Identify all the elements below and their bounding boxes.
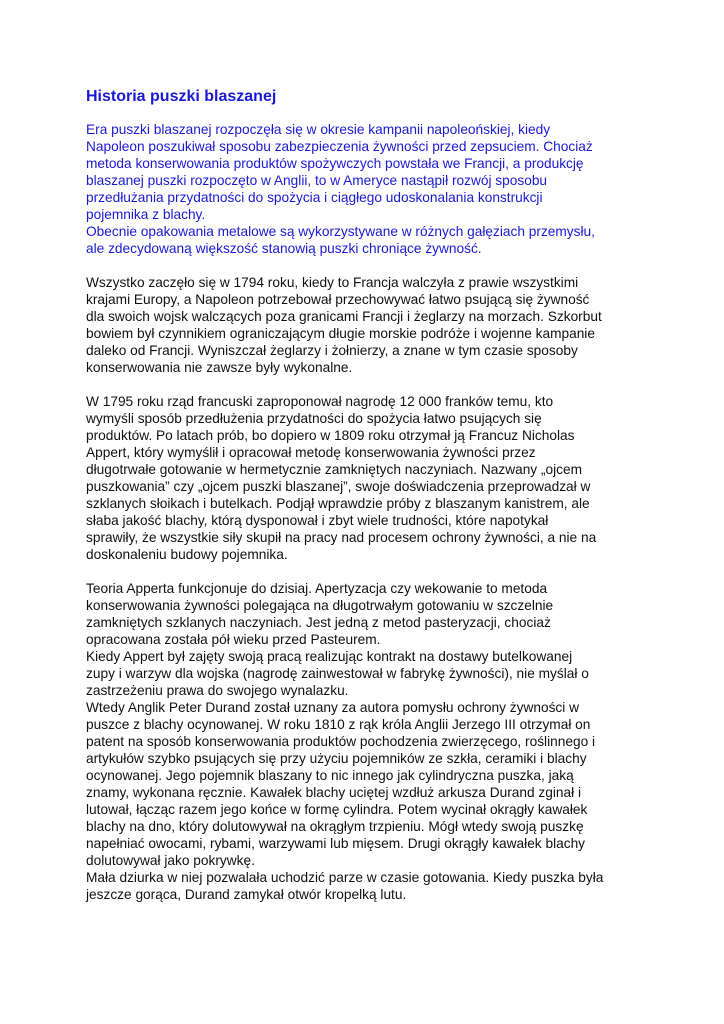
text-line: puszce z blachy ocynowanej. W roku 1810 z rąk króla Anglii Jerzego III otrzymał on [86,717,591,732]
text-line: produktów. Po latach prób, bo dopiero w 1809 roku otrzymał ją Francuz Nicholas [86,428,575,443]
text-line: W 1795 roku rząd francuski zaproponował nagrodę 12 000 franków temu, kto [86,394,554,409]
text-line: zastrzeżeniu prawa do swojego wynalazku. [86,683,349,698]
text-line: konserwowania żywności polegająca na długotrwałym gotowaniu w szczelnie [86,598,554,613]
text-line: zupy i warzyw dla wojska (nagrodę zainwestował w fabrykę żywności), nie myślał o [86,666,589,681]
text-line: ocynowanej. Jego pojemnik blaszany to nic innego jak cylindryczna puszka, jaką [86,768,574,783]
paragraph-p4 [86,648,646,699]
text-line: dolutowywał jako pokrywkę. [86,853,255,868]
text-line: długotrwałe gotowanie w hermetycznie zamkniętych naczyniach. Nazwany „ojcem [86,462,583,477]
text-line: doskonaleniu budowy pojemnika. [86,547,288,562]
text-line: krajami Europy, a Napoleon potrzebował przechowywać łatwo psującą się żywność [86,292,590,307]
text-line: Mała dziurka w niej pozwalała uchodzić parze w czasie gotowania. Kiedy puszka była [86,870,604,885]
text-line: Teoria Apperta funkcjonuje do dzisiaj. Apertyzacja czy wekowanie to metoda [86,581,548,596]
text-line: Wtedy Anglik Peter Durand został uznany za autora pomysłu ochrony żywności w [86,700,579,715]
paragraph-p3 [86,580,646,648]
paragraph-p2 [86,393,646,563]
paragraph-p5 [86,699,646,869]
text-line: Appert, który wymyślił i opracował metodę konserwowania żywności przez [86,445,536,460]
text-line: jeszcze gorąca, Durand zamykał otwór kropelką lutu. [86,887,407,902]
paragraph-p6 [86,869,646,903]
paragraph-intro2 [86,223,646,257]
document-page [86,87,646,903]
text-line: artykułów szybko psujących się przy użyciu pojemników ze szkła, ceramiki i blachy [86,751,587,766]
text-line: blachy na dno, który dolutowywał na okrągłym trzpieniu. Mógł wtedy swoją puszkę [86,819,584,834]
text-line: słaba jakość blachy, którą dysponował i zbyt wiele trudności, które napotykał [86,513,549,528]
text-line: szklanych słoikach i butelkach. Podjął wprawdzie próby z blaszanym kanistrem, ale [86,496,590,511]
text-line: wymyśli sposób przedłużenia przydatności do spożycia łatwo psujących się [86,411,542,426]
document-body [86,121,646,903]
text-line: daleko od Francji. Wyniszczał żeglarzy i żołnierzy, a znane w tym czasie sposoby [86,343,578,358]
paragraph-spacer [86,257,646,274]
text-line: zamkniętych szklanych naczyniach. Jest jedną z metod pasteryzacji, chociaż [86,615,551,630]
text-line: konserwowania nie zawsze były wykonalne. [86,360,353,375]
text-line: bowiem był czynnikiem ograniczającym długie morskie podróże i wojenne kampanie [86,326,595,341]
paragraph-spacer [86,376,646,393]
text-line: pojemnika z blachy. [86,207,206,222]
text-line: puszkowania” czy „ojcem puszki blaszanej”, swoje doświadczenia przeprowadzał w [86,479,591,494]
paragraph-p1 [86,274,646,376]
text-line: Wszystko zaczęło się w 1794 roku, kiedy to Francja walczyła z prawie wszystkimi [86,275,579,290]
text-line: znamy, wykonana ręcznie. Kawałek blachy uciętej wzdłuż arkusza Durand zginał i [86,785,582,800]
text-line: Napoleon poszukiwał sposobu zabezpieczenia żywności przed zepsuciem. Chociaż [86,139,593,154]
text-line: Obecnie opakowania metalowe są wykorzystywane w różnych gałęziach przemysłu, [86,224,595,239]
text-line: Era puszki blaszanej rozpoczęła się w okresie kampanii napoleońskiej, kiedy [86,122,551,137]
text-line: metoda konserwowania produktów spożywczych powstała we Francji, a produkcję [86,156,584,171]
text-line: Kiedy Appert był zajęty swoją pracą realizując kontrakt na dostawy butelkowanej [86,649,573,664]
text-line: blaszanej puszki rozpoczęto w Anglii, to w Ameryce nastąpił rozwój sposobu [86,173,548,188]
text-line: przedłużania przydatności do spożycia i ciągłego udoskonalania konstrukcji [86,190,543,205]
text-line: napełniać owocami, rybami, warzywami lub mięsem. Drugi okrągły kawałek blachy [86,836,586,851]
text-line: sprawiły, że wszystkie siły skupił na pracy nad procesem ochrony żywności, a nie na [86,530,597,545]
paragraph-spacer [86,563,646,580]
text-line: patent na sposób konserwowania produktów pochodzenia zwierzęcego, roślinnego i [86,734,596,749]
text-line: lutował, łącząc razem jego końce w formę cylindra. Potem wycinał okrągły kawałek [86,802,588,817]
text-line: ale zdecydowaną większość stanowią puszki chroniące żywność. [86,241,482,256]
text-line: opracowana została pół wieku przed Pasteurem. [86,632,381,647]
paragraph-intro1 [86,121,646,223]
document-title: Historia puszki blaszanej [86,88,277,105]
text-line: dla swoich wojsk walczących poza granicami Francji i żeglarzy na morzach. Szkorbut [86,309,602,324]
